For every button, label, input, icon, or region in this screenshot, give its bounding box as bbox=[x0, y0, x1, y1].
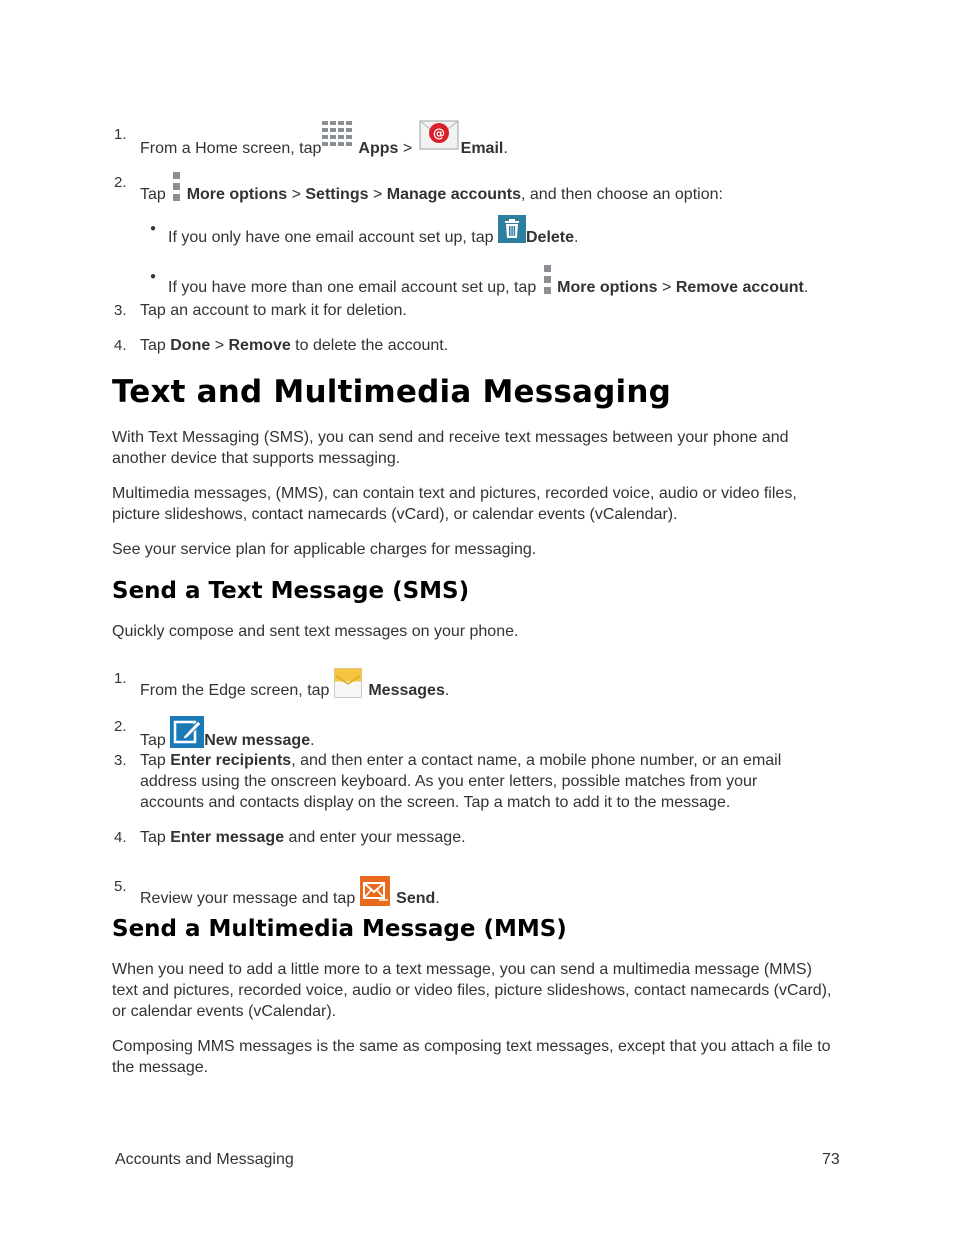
manage-accounts-label: Manage accounts bbox=[386, 186, 521, 203]
more-options-icon bbox=[541, 265, 553, 295]
section-title: Text and Multimedia Messaging bbox=[112, 374, 672, 410]
enter-recipients-label: Enter recipients bbox=[170, 752, 292, 769]
separator: > bbox=[287, 186, 306, 203]
step-number: 4. bbox=[114, 337, 127, 354]
step-number: 2. bbox=[114, 718, 127, 735]
apps-grid-icon bbox=[321, 120, 357, 150]
step-number: 1. bbox=[114, 670, 127, 687]
mms-paragraph: Composing MMS messages is the same as composing text messages, except that you attach a file to the message. bbox=[112, 1038, 831, 1076]
intro-paragraph: Multimedia messages, (MMS), can contain text and pictures, recorded voice, audio or video files, picture slideshows, contact namecards (vCard), or calendar events (vCalendar). bbox=[112, 485, 797, 523]
mms-paragraph: When you need to add a little more to a text message, you can send a multimedia message (MMS) text and pictures, recorded voice, audio or video files, picture slideshows, contact namecards (vCard), or calendar events (vCalendar). bbox=[112, 961, 832, 1020]
step-text: Tap bbox=[140, 186, 166, 203]
step-text: From a Home screen, tap bbox=[140, 140, 322, 157]
separator: > bbox=[398, 140, 417, 157]
messages-label: Messages bbox=[368, 682, 445, 699]
enter-message-label: Enter message bbox=[170, 829, 285, 846]
more-options-icon bbox=[170, 172, 182, 202]
send-icon bbox=[360, 876, 390, 906]
step-text: Review your message and tap bbox=[140, 890, 356, 907]
footer-page-number: 73 bbox=[822, 1151, 840, 1168]
sms-heading: Send a Text Message (SMS) bbox=[112, 578, 470, 604]
email-label: Email bbox=[460, 140, 504, 157]
step-text: , and then enter a contact name, a mobile phone number, or an email bbox=[291, 752, 782, 769]
step-1-text bbox=[140, 126, 508, 158]
step-number: 1. bbox=[114, 126, 127, 143]
apps-label: Apps bbox=[358, 140, 399, 157]
punctuation: . bbox=[444, 682, 450, 699]
step-text: , and then choose an option: bbox=[521, 186, 723, 203]
step-2-text bbox=[140, 174, 723, 204]
intro-paragraph: With Text Messaging (SMS), you can send and receive text messages between your phone and another device that supports messaging. bbox=[112, 429, 789, 467]
punctuation: . bbox=[803, 279, 809, 296]
sms-step-2 bbox=[140, 718, 315, 750]
step-text: Tap bbox=[140, 732, 166, 749]
step-number: 3. bbox=[114, 752, 127, 769]
trash-icon bbox=[498, 215, 526, 243]
delete-label: Delete bbox=[526, 229, 575, 246]
sms-step-4 bbox=[140, 829, 466, 847]
step-text: If you have more than one email account set up, tap bbox=[168, 279, 537, 296]
bullet-2-text bbox=[168, 267, 808, 297]
step-text: Tap bbox=[140, 337, 171, 354]
sms-step-3-line-3: accounts and contacts display on the screen. Tap a match to add it to the message. bbox=[140, 794, 731, 811]
step-text: to delete the account. bbox=[290, 337, 449, 354]
bullet-dot: ● bbox=[150, 223, 157, 234]
settings-label: Settings bbox=[305, 186, 369, 203]
done-label: Done bbox=[170, 337, 211, 354]
email-icon bbox=[419, 120, 459, 152]
step-number: 4. bbox=[114, 829, 127, 846]
step-text: From the Edge screen, tap bbox=[140, 682, 330, 699]
step-text: Tap bbox=[140, 829, 171, 846]
messages-icon bbox=[334, 668, 362, 698]
intro-paragraph: See your service plan for applicable charges for messaging. bbox=[112, 541, 537, 558]
more-options-label: More options bbox=[186, 186, 288, 203]
new-message-label: New message bbox=[204, 732, 311, 749]
sms-step-1 bbox=[140, 670, 449, 700]
separator: > bbox=[368, 186, 387, 203]
svg-text:@: @ bbox=[432, 126, 445, 141]
step-number: 3. bbox=[114, 302, 127, 319]
separator: > bbox=[657, 279, 676, 296]
step-3-text: Tap an account to mark it for deletion. bbox=[140, 302, 407, 319]
punctuation: . bbox=[310, 732, 315, 749]
punctuation: . bbox=[503, 140, 508, 157]
new-message-icon bbox=[170, 716, 204, 748]
sms-step-5 bbox=[140, 878, 440, 908]
step-text: Tap bbox=[140, 752, 171, 769]
sms-intro: Quickly compose and sent text messages on your phone. bbox=[112, 623, 519, 640]
more-options-label: More options bbox=[557, 279, 658, 296]
send-label: Send bbox=[396, 890, 436, 907]
punctuation: . bbox=[435, 890, 440, 907]
remove-account-label: Remove account bbox=[675, 279, 804, 296]
step-number: 5. bbox=[114, 878, 127, 895]
sms-step-3-line-2: address using the onscreen keyboard. As you enter letters, possible matches from your bbox=[140, 773, 758, 790]
step-number: 2. bbox=[114, 174, 127, 191]
separator: > bbox=[210, 337, 229, 354]
bullet-1-text bbox=[168, 219, 578, 247]
bullet-dot: ● bbox=[150, 271, 157, 282]
step-text: If you only have one email account set up, tap bbox=[168, 229, 494, 246]
mms-heading: Send a Multimedia Message (MMS) bbox=[112, 916, 567, 942]
sms-step-3-line-1 bbox=[140, 752, 781, 770]
punctuation: . bbox=[574, 229, 579, 246]
step-text: and enter your message. bbox=[284, 829, 466, 846]
remove-label: Remove bbox=[228, 337, 291, 354]
step-4-text bbox=[140, 337, 448, 355]
footer-section: Accounts and Messaging bbox=[115, 1151, 294, 1168]
